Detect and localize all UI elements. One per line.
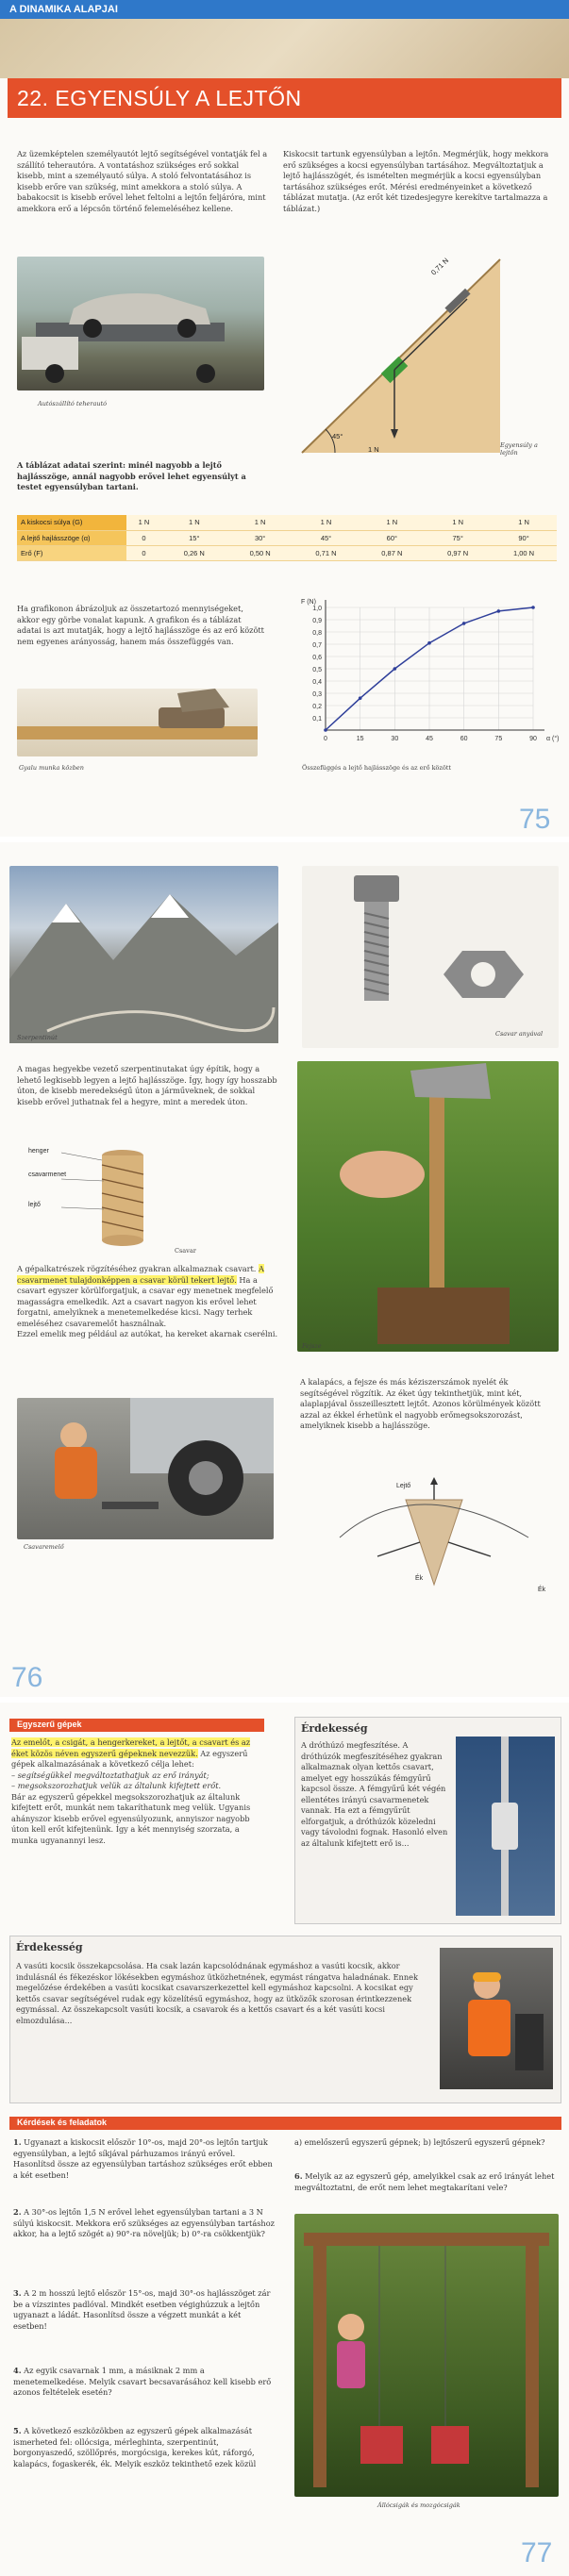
screw-and-nut-illustration bbox=[302, 866, 559, 1048]
y-tick-label: 0,4 bbox=[312, 679, 322, 686]
axe-illustration bbox=[297, 1061, 559, 1352]
graph-caption: Összefüggés a lejtő hajlásszöge és az erő között bbox=[302, 764, 451, 772]
screw-label-cylinder: henger bbox=[28, 1148, 49, 1155]
turnbuckle-illustration bbox=[456, 1737, 555, 1916]
table-row bbox=[17, 515, 557, 530]
graph-text: Ha grafikonon ábrázoljuk az összetartozó mennyiségeket, akkor egy görbe vonalat kapunk. A grafikon és a táblázat adatai is azt mutatják, hogy a lejtő hajlásszöge és az erő között nem egyenes arányosság, hanem más összefüggés van. bbox=[17, 604, 264, 646]
table-cell: 1 N bbox=[491, 515, 557, 530]
wedge-label-slope: Lejtő bbox=[396, 1483, 411, 1489]
turnbuckle-photo bbox=[456, 1737, 555, 1916]
table-cell: 0,87 N bbox=[359, 545, 425, 560]
table-cell: 1 N bbox=[227, 515, 293, 530]
question-number: 3. bbox=[13, 2288, 22, 2298]
simple-bullet-2: megsokszorozhatjuk velük az általunk kifejtett erőt. bbox=[17, 1781, 222, 1790]
y-tick-label: 0,5 bbox=[312, 667, 322, 673]
data-point bbox=[324, 728, 327, 732]
interesting-box-2 bbox=[9, 1936, 561, 2103]
data-point bbox=[359, 696, 362, 700]
slope-diagram bbox=[283, 241, 557, 472]
caption-truck: Autószállító teherautó bbox=[38, 400, 108, 407]
data-point bbox=[393, 667, 397, 671]
row-label: A kiskocsi súlya (G) bbox=[17, 515, 126, 530]
row-label: Erő (F) bbox=[17, 545, 126, 560]
questions-header: Kérdések és feladatok bbox=[9, 2117, 561, 2130]
car-on-truck-illustration bbox=[17, 257, 264, 391]
page-76 bbox=[0, 839, 569, 1700]
screw-photo bbox=[302, 866, 559, 1048]
table-cell: 0,26 N bbox=[161, 545, 227, 560]
question-6 bbox=[294, 2171, 559, 2193]
question-text: Melyik az az egyszerű gép, amelyikkel csak az erő irányát lehet megváltoztatni, de erőt nem lehet megtakarítani vele? bbox=[294, 2171, 555, 2192]
mountains-illustration bbox=[9, 866, 278, 1043]
question-number: 5. bbox=[13, 2426, 22, 2435]
truck-photo bbox=[17, 257, 264, 391]
caption-playground: Állócsigák és mozgócsigák bbox=[377, 2501, 460, 2509]
page-number: 75 bbox=[519, 804, 551, 835]
y-tick-label: 0,2 bbox=[312, 704, 322, 710]
playground-photo bbox=[294, 2214, 559, 2497]
page-77 bbox=[0, 1700, 569, 2576]
table-cell: 1 N bbox=[293, 515, 360, 530]
screw-diagram bbox=[19, 1141, 274, 1259]
y-axis-label: F (N) bbox=[301, 599, 316, 606]
page-75 bbox=[0, 0, 569, 839]
wedge-label-wedge: Ék bbox=[415, 1575, 424, 1582]
caption-axe: Fejsze bbox=[302, 1342, 322, 1350]
question-text: Az egyik csavarnak 1 mm, a másiknak 2 mm a menetemelkedése. Melyik csavart becsavarásához kell kisebb erő azonos feltételek esetén? bbox=[13, 2366, 272, 2397]
force-angle-graph bbox=[288, 594, 560, 759]
wedge-diagram bbox=[302, 1481, 557, 1599]
y-tick-label: 0,8 bbox=[312, 630, 322, 637]
question-number: 1. bbox=[13, 2137, 22, 2147]
y-tick-label: 1,0 bbox=[312, 606, 322, 612]
question-number: 2. bbox=[13, 2207, 22, 2217]
simple-highlight: Az emelőt, a csigát, a hengerkereket, a lejtőt, a csavart és az éket közös néven egyszerű gépeknek nevezzük. bbox=[11, 1737, 251, 1758]
x-tick-label: 15 bbox=[356, 736, 364, 742]
car-jack-illustration bbox=[17, 1398, 274, 1539]
caption-gyalu: Gyalu munka közben bbox=[19, 764, 84, 772]
simple-text: Az egyszerű gépek alkalmazásának a következő célja lehet: bbox=[11, 1748, 248, 1769]
road-text: A magas hegyekbe vezető szerpentinutakat úgy építik, hogy a lehető legkisebb legyen a lejtő hajlásszöge. Így, hogy így hosszabb úton, de kisebb meredekségű úton a járműveknek, de sokkal kisebb erővel juthatnak fel a hegyre, mint a meredek úton. bbox=[17, 1064, 277, 1106]
table-cell: 1 N bbox=[425, 515, 491, 530]
question-5 bbox=[13, 2426, 276, 2469]
table-cell: 45° bbox=[293, 530, 360, 545]
plane-tool-illustration bbox=[17, 689, 258, 756]
title-band bbox=[8, 78, 561, 118]
table-cell: 1 N bbox=[161, 515, 227, 530]
railway-worker-illustration bbox=[440, 1948, 553, 2089]
table-cell: 1,00 N bbox=[491, 545, 557, 560]
question-text: A következő eszközökben az egyszerű gépek alkalmazását ismerheted fel: ollócsiga, mérleghinta, szerpentinút, borgonyaszedő, szöllőprés, morgócsiga, kerekes kút, ráforgó, kalapács, fogaskerék, ék. Melyik eszköz tekinthető ezek közül bbox=[13, 2426, 257, 2468]
table-cell: 0,71 N bbox=[293, 545, 360, 560]
screw-text bbox=[17, 1264, 281, 1340]
question-3 bbox=[13, 2288, 276, 2332]
question-4 bbox=[13, 2366, 276, 2399]
screw-diagram-caption: Csavar bbox=[175, 1247, 196, 1255]
wedge-text: A kalapács, a fejsze és más kéziszerszámok nyelét ék segítségével rögzítik. Az éket úgy tekinthetjük, mint két, alaplapjával összeillesztett lejtőt. Azonos körülmények között azzal az ékkel érhetünk el nagyobb erőmegsokszorozást, amelyiknek kisebb a hajlásszöge. bbox=[300, 1377, 541, 1430]
table-intro: A táblázat adatai szerint: minél nagyobb a lejtő hajlásszöge, annál nagyobb erővel lehet egyensúlyt a testet egyensúlyban tartani. bbox=[17, 460, 246, 491]
box1-title: Érdekesség bbox=[301, 1722, 368, 1735]
table-cell: 0 bbox=[126, 545, 161, 560]
caption-slope: Egyensúly a lejtőn bbox=[500, 441, 538, 457]
section-label: A DINAMIKA ALAPJAI bbox=[0, 0, 569, 19]
question-number: 6. bbox=[294, 2171, 303, 2181]
table-cell: 60° bbox=[359, 530, 425, 545]
mountain-photo bbox=[9, 866, 278, 1043]
screw-label-slope: lejtő bbox=[28, 1202, 41, 1208]
caption-screw: Csavar anyával bbox=[495, 1030, 544, 1038]
screw-label-thread: csavarmenet bbox=[28, 1172, 67, 1178]
x-tick-label: 75 bbox=[494, 736, 503, 742]
page-title: 22. EGYENSÚLY A LEJTŐN bbox=[17, 86, 302, 110]
data-point bbox=[531, 606, 535, 609]
plane-photo bbox=[17, 689, 258, 756]
table-cell: 75° bbox=[425, 530, 491, 545]
question-text: Ugyanazt a kiskocsit először 10°-os, majd 20°-os lejtőn tartjuk egyensúlyban, a lejtő síkjával párhuzamos irányú erővel. Hasonlítsd össze az egyensúlyban tartáshoz szükséges erőt ebben a két esetben! bbox=[13, 2137, 273, 2180]
railway-worker-photo bbox=[440, 1948, 553, 2089]
caption-mountain: Szerpentinút bbox=[17, 1034, 58, 1041]
table-cell: 30° bbox=[227, 530, 293, 545]
force-table bbox=[17, 515, 557, 561]
slope-angle-label: 45° bbox=[332, 432, 343, 440]
table-cell: 1 N bbox=[359, 515, 425, 530]
page-number: 77 bbox=[521, 2537, 553, 2568]
slope-weight-label: 1 N bbox=[368, 445, 379, 454]
question-1 bbox=[13, 2137, 276, 2181]
data-point bbox=[462, 622, 466, 625]
wedge-diagram-caption: Ék bbox=[538, 1587, 546, 1593]
simple-machines-header: Egyszerű gépek bbox=[9, 1719, 264, 1732]
box2-text: A vasúti kocsik összekapcsolása. Ha csak lazán kapcsolódnának egymáshoz a vasúti kocsik, akkor indulásnál és fékezéskor lökésekben egymáshoz ütközhetnének, egymást rángatva haladnának. Ennek megelőzése érdekében a vasúti kocsikat csavarszerkezettel kell egymáshoz kapcsolni. A kocsikat egy kettős csavar segítségével rudak egy közelítésű egymáshoz, hogy az ütközők szorosan érintkezzenek egymással. Az összekapcsolt vasúti kocsik, a csavarok és a kettős csavart és a két vasúti kocsi elmozdulása... bbox=[16, 1961, 418, 2025]
question-text: A 30°-os lejtőn 1,5 N erővel lehet egyensúlyban tartani a 3 N súlyú kiskocsit. Mekkora erő szükséges az egyensúlyban tartáshoz akkor, ha a lejtő szögét a) 90°-ra növeljük; b) 0°-ra csökkentjük? bbox=[13, 2207, 275, 2238]
table-row bbox=[17, 545, 557, 560]
slope-force-label: 0,71 N bbox=[428, 256, 451, 277]
table-cell: 15° bbox=[161, 530, 227, 545]
data-point bbox=[427, 641, 431, 645]
x-tick-label: 60 bbox=[460, 736, 468, 742]
playground-pulleys-illustration bbox=[294, 2214, 559, 2497]
row-label: A lejtő hajlásszöge (α) bbox=[17, 530, 126, 545]
screw-text-1: A gépalkatrészek rögzítéséhez gyakran alkalmaznak csavart. bbox=[17, 1264, 257, 1273]
screw-text-highlight: A csavarmenet tulajdonképpen a csavar körül tekert lejtő. bbox=[17, 1264, 264, 1285]
y-tick-label: 0,3 bbox=[312, 691, 322, 698]
jack-photo bbox=[17, 1398, 274, 1539]
intro-text: Az üzemképtelen személyautót lejtő segítségével vontatják fel a szállító teherautóra. A vontatáshoz szükséges erő sokkal kisebb, mint a személyautó súlya. A stoló felvontatásához is kisebb erőre van szükség, mint amekkora a stoló súlya. A babakocsit is kisebb erővel lehet feltolni a lejtőn feljáróra, mint amekkora erő a lépcsőn történő felemeléséhez kellene. bbox=[17, 149, 268, 213]
y-tick-label: 0,1 bbox=[312, 716, 322, 723]
page-separator bbox=[0, 1697, 569, 1703]
y-tick-label: 0,7 bbox=[312, 642, 322, 649]
question-text: a) emelőszerű egyszerű gépnek; b) lejtőszerű egyszerű gépnek? bbox=[294, 2137, 545, 2147]
table-cell: 90° bbox=[491, 530, 557, 545]
axe-photo bbox=[297, 1061, 559, 1352]
title-background bbox=[0, 19, 569, 78]
interesting-box-1 bbox=[294, 1717, 561, 1924]
table-cell: 1 N bbox=[126, 515, 161, 530]
question-2 bbox=[13, 2207, 276, 2240]
x-tick-label: 90 bbox=[529, 736, 537, 742]
x-tick-label: 30 bbox=[391, 736, 399, 742]
question-text: A 2 m hosszú lejtő először 15°-os, majd 30°-os hajlásszöget zár be a vízszintes padlóval. Mindkét esetben végighúzzuk a lejtőn ugyanazt a ládát. Hasonlítsd össze a végzett munkát a két esetben! bbox=[13, 2288, 271, 2331]
y-tick-label: 0,9 bbox=[312, 618, 322, 624]
y-tick-label: 0,6 bbox=[312, 655, 322, 661]
screw-text-2: Ha a csavart egyszer körülforgatjuk, a csavar egy menetnek megfelelő magasságra emelkedik. Azt a csavart nagyon kis erővel lehet forgatni, amelyiknek a menetemelkedése kicsi. Nagy terhek emeléséhez csavaremelőt használnak. bbox=[17, 1274, 274, 1328]
box1-text: A dróthúzó megfeszítése. A dróthúzók megfeszítéséhez gyakran alkalmaznak olyan kettős csavart, amelyet egy hosszúkás fémgyűrű kapcsol össze. A fémgyűrű két végén ellentétes irányú csavarmenetek vannak. Ha ezt a fémgyűrűt elforgatjuk, a dróthúzók közeledni vagy távolodni fognak. Hasonló elven az általunk kifejtett erő is... bbox=[301, 1740, 448, 1848]
data-point bbox=[497, 609, 501, 613]
question-number: 4. bbox=[13, 2366, 22, 2375]
table-cell: 0,97 N bbox=[425, 545, 491, 560]
table-row bbox=[17, 530, 557, 545]
simple-machines-text: Az emelőt, a csigát, a hengerkereket, a lejtőt, a csavart és az éket közös néven egyszerű gépeknek nevezzük. Az egyszerű gépek alkalmazásának a következő célja lehet: – segítségükkel megváltoztathatjuk az erő irányát; – megsokszorozhatjuk velük az általunk kifejtett erőt. Bár az egyszerű gépekkel megsokszorozhatjuk az általunk kifejtett erőt, munkát nem takaríthatunk meg velük. Ugyanis ahányszor kisebb erővel egyensúlyozunk, annyiszor nagyobb úton kell erőt kifejtenünk. Így a két mennyiség szorzata, a munka ugyanannyi lesz. bbox=[11, 1737, 251, 1845]
box2-title: Érdekesség bbox=[16, 1941, 83, 1953]
page-separator bbox=[0, 837, 569, 842]
table-cell: 0,50 N bbox=[227, 545, 293, 560]
screw-text-3: Ezzel emelik meg például az autókat, ha kereket akarnak cserélni. bbox=[17, 1329, 278, 1338]
simple-bullet-1: segítségükkel megváltoztathatjuk az erő irányát; bbox=[17, 1770, 209, 1780]
table-cell: 0 bbox=[126, 530, 161, 545]
experiment-text: Kiskocsit tartunk egyensúlyban a lejtőn. Megmérjük, hogy mekkora erő szükséges a kocsi egyensúlyban tartásához. Megváltoztatjuk a lejtő hajlásszögét, és ismételten megmérjük a kocsi egyensúlyban tartásához szükséges erőt. Mérési eredményeinket a következő táblázat mutatja. (Az erőt két tizedesjegyre kerekítve tartalmazza a táblázat.) bbox=[283, 149, 549, 213]
caption-jack: Csavaremelő bbox=[24, 1543, 64, 1551]
simple-text-2: Bár az egyszerű gépekkel megsokszorozhatjuk az általunk kifejtett erőt, munkát nem takaríthatunk meg velük. Ugyanis ahányszor kisebb erővel egyensúlyozunk, annyiszor nagyobb úton kell erőt kifejtenünk. Így a két mennyiség szorzata, a munka ugyanannyi lesz. bbox=[11, 1791, 251, 1845]
question-5-parts bbox=[294, 2137, 559, 2149]
x-tick-label: 0 bbox=[324, 736, 327, 742]
page-number: 76 bbox=[11, 1662, 43, 1693]
x-axis-label: α (°) bbox=[546, 736, 560, 742]
x-tick-label: 45 bbox=[426, 736, 433, 742]
